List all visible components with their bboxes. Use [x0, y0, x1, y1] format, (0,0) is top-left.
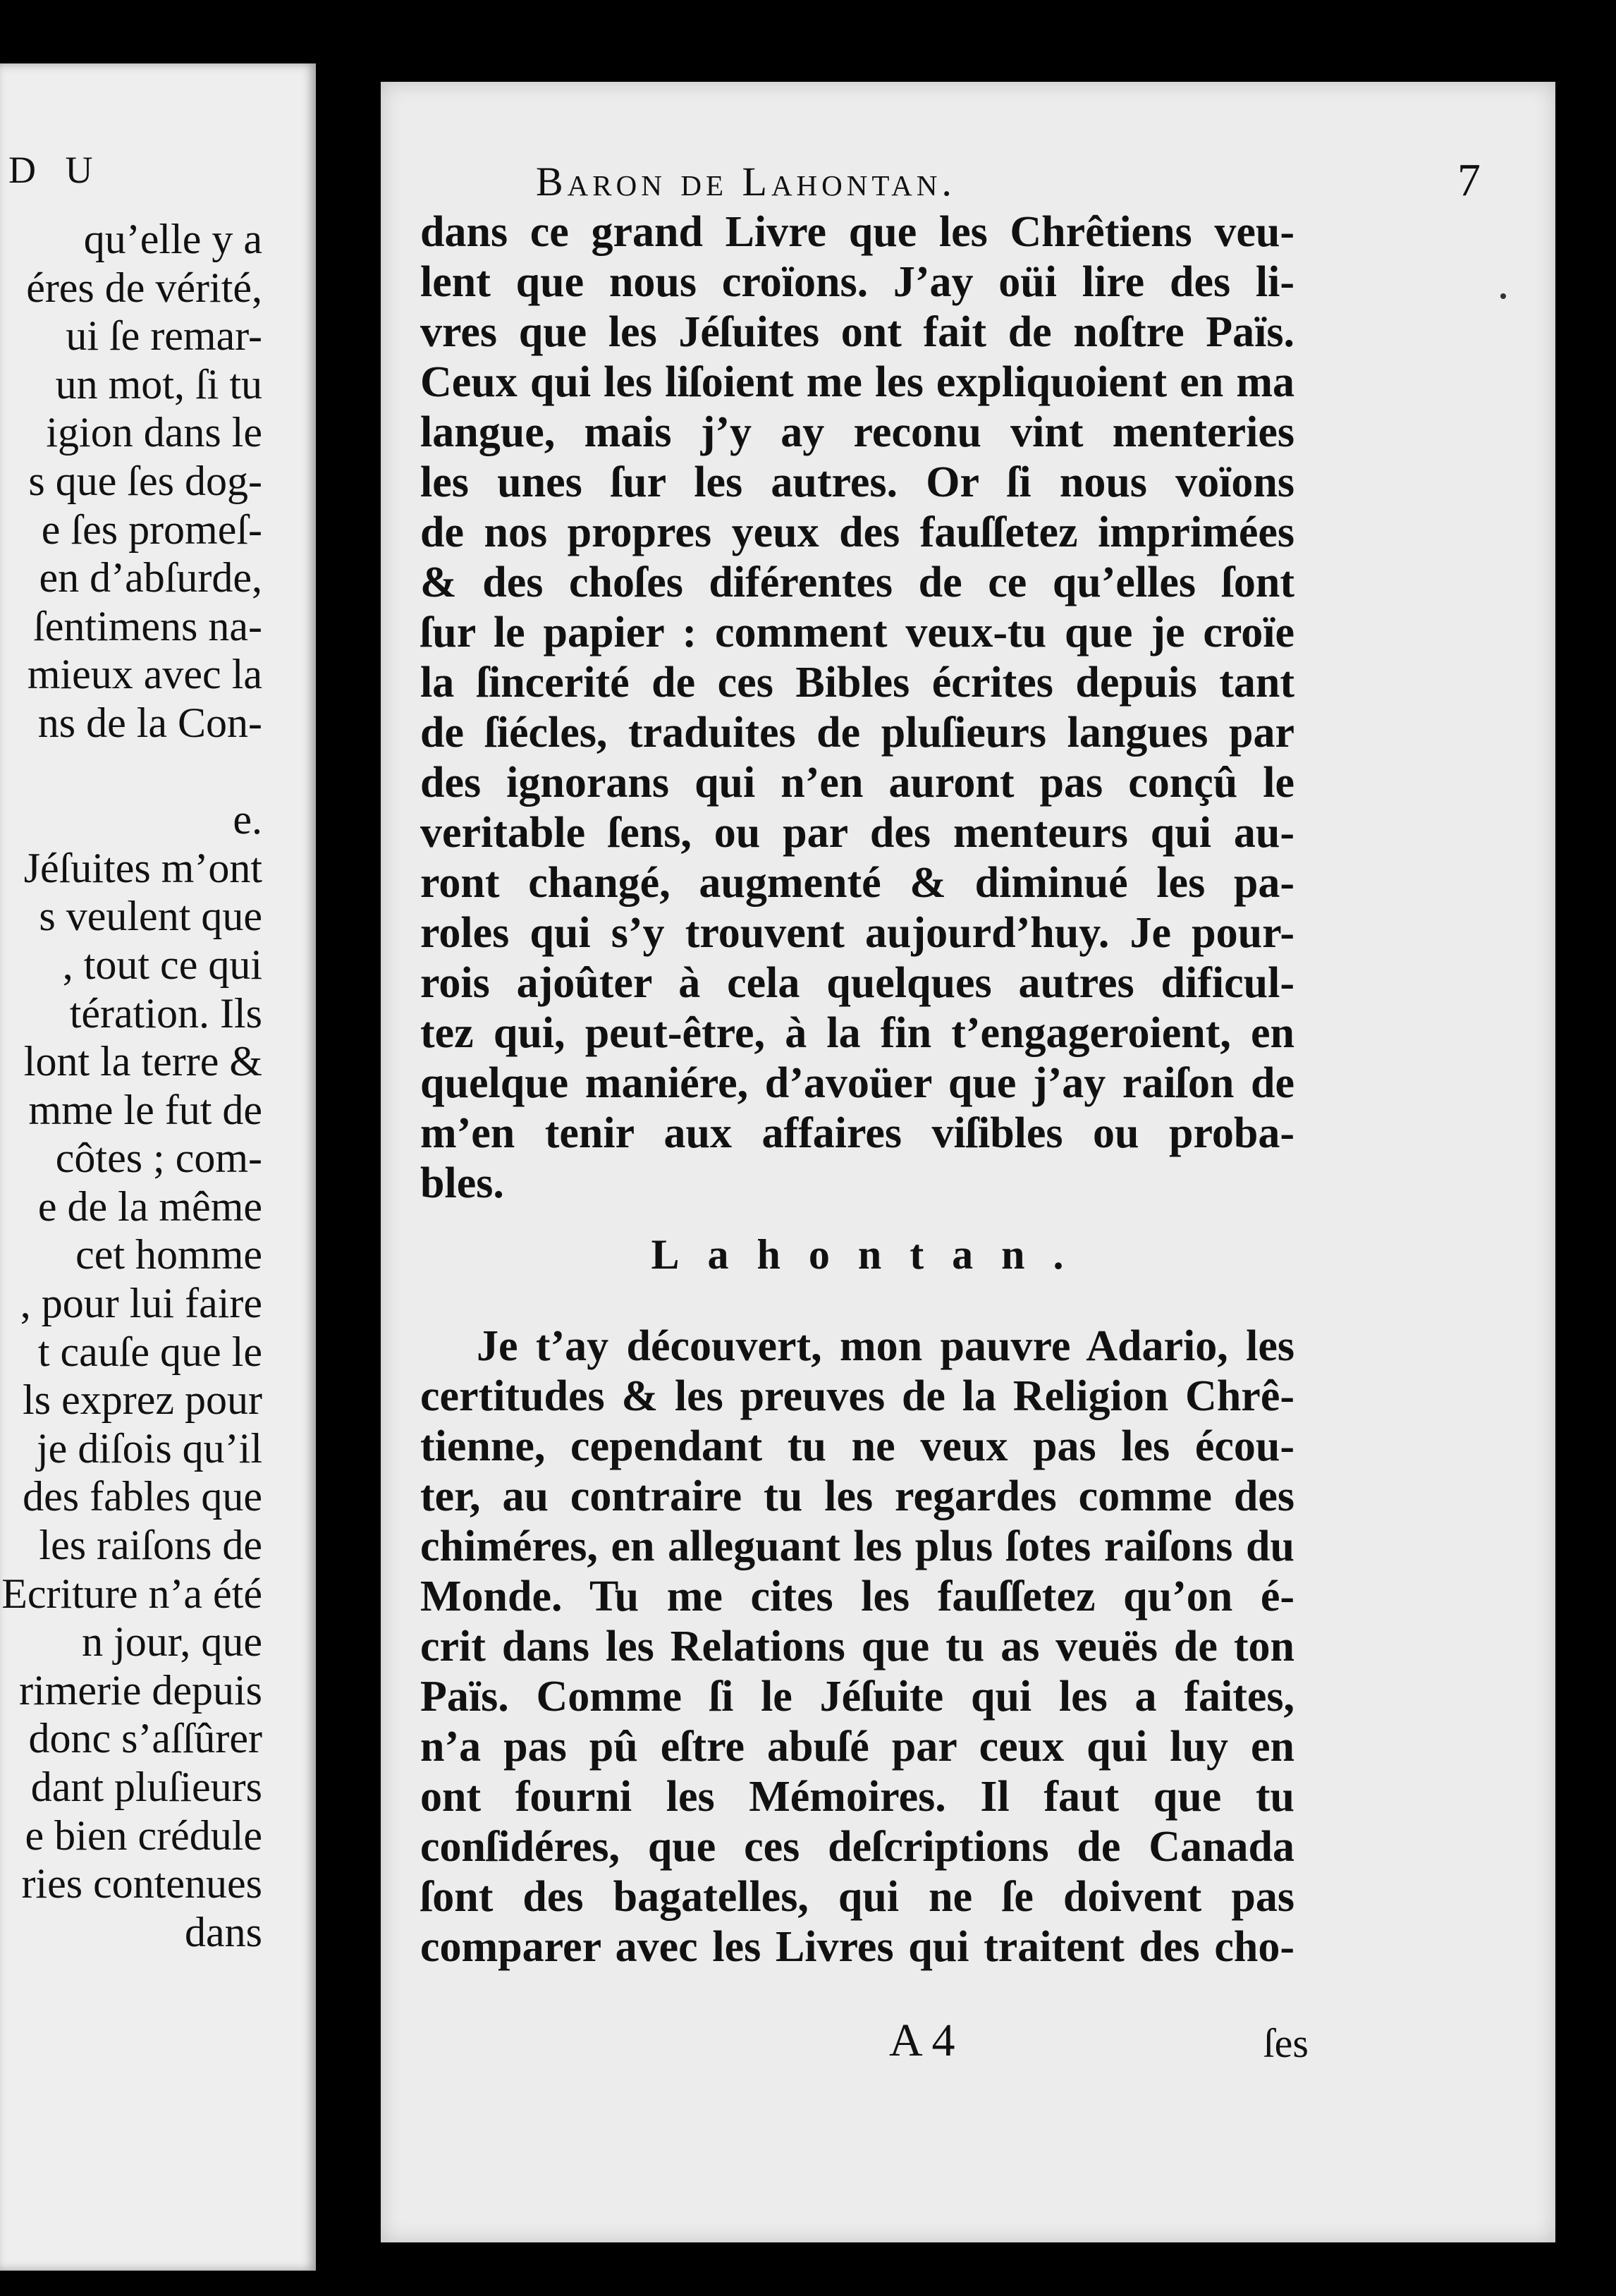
left-text-line: ries contenues	[21, 1860, 262, 1907]
text-line: les unes ſur les autres. Or ſi nous voïons	[420, 458, 1294, 506]
text-line: roles qui s’y trouvent aujourd’huy. Je pour-	[420, 909, 1294, 957]
text-line: ter, au contraire tu les regardes comme des	[420, 1472, 1294, 1520]
left-text-line: s veulent que	[39, 893, 262, 940]
left-text-line: t cauſe que le	[37, 1328, 262, 1375]
paragraph-adario	[420, 207, 1294, 1209]
left-text-line: e de la même	[37, 1183, 262, 1230]
text-line: des ignorans qui n’en auront pas conçû le	[420, 759, 1294, 807]
text-line: Monde. Tu me cites les fauſſetez qu’on é-	[420, 1573, 1294, 1620]
left-text-line: e ſes promeſ-	[41, 506, 262, 553]
text-line: tienne, cependant tu ne veux pas les écou-	[420, 1422, 1294, 1470]
text-line: lent que nous croïons. J’ay oüi lire des li-	[420, 258, 1294, 306]
left-text-line: les raiſons de	[39, 1522, 262, 1569]
text-line: bles.	[420, 1159, 504, 1207]
left-text-line: mme le fut de	[28, 1086, 262, 1133]
left-text-line: cet homme	[75, 1231, 262, 1278]
text-line: ſur le papier : comment veux-tu que je croïe	[420, 609, 1294, 657]
page-header	[536, 154, 1481, 214]
catchword: ſes	[1263, 2020, 1309, 2066]
speaker-heading: Lahontan.	[651, 1231, 1092, 1278]
left-text-line: ns de la Con-	[37, 699, 262, 746]
left-text-line: e bien crédule	[25, 1812, 262, 1859]
left-text-line: , pour lui faire	[20, 1280, 262, 1327]
left-text-line: je diſois qu’il	[37, 1424, 262, 1472]
ink-speck	[1500, 293, 1506, 299]
text-line: Je t’ay découvert, mon pauvre Adario, les	[477, 1322, 1294, 1370]
left-running-head: D U	[8, 149, 103, 191]
left-text-line: dans	[185, 1908, 262, 1955]
left-text-line: e.	[233, 796, 262, 843]
text-line: de nos propres yeux des fauſſetez imprimées	[420, 508, 1294, 556]
left-text-line: qu’elle y a	[83, 216, 262, 262]
text-line: rois ajoûter à cela quelques autres dificul-	[420, 959, 1294, 1007]
text-line: ſont des bagatelles, qui ne ſe doivent pas	[420, 1873, 1294, 1921]
left-page-text	[1, 215, 262, 1956]
text-line: conſidéres, que ces deſcriptions de Canada	[420, 1823, 1294, 1871]
left-text-line: Ecriture n’a été	[1, 1570, 262, 1617]
text-line: Ceux qui les liſoient me les expliquoient en ma	[420, 358, 1294, 406]
signature-mark: A 4	[889, 2015, 955, 2066]
left-text-line: n jour, que	[82, 1618, 262, 1666]
text-line: la ſincerité de ces Bibles écrites depuis tant	[420, 659, 1294, 707]
left-text-line	[1, 747, 262, 796]
left-text-line: dant pluſieurs	[30, 1764, 262, 1810]
left-text-line: tération. Ils	[69, 989, 262, 1037]
text-line: quelque maniére, d’avoüer que j’ay raiſon de	[420, 1059, 1294, 1107]
text-line: crit dans les Relations que tu as veuës de ton	[420, 1623, 1294, 1671]
left-text-line: des fables que	[23, 1473, 262, 1520]
previous-page-fragment	[0, 63, 316, 2271]
left-text-line: côtes ; com-	[55, 1135, 262, 1182]
left-text-line: , tout ce qui	[62, 941, 262, 988]
text-line: tez qui, peut-être, à la fin t’engageroient, en	[420, 1009, 1294, 1057]
text-line: ont fourni les Mémoires. Il faut que tu	[420, 1773, 1294, 1821]
text-line: de ſiécles, traduites de pluſieurs langues par	[420, 709, 1294, 757]
left-text-line: un mot, ſi tu	[55, 360, 262, 408]
text-line: & des choſes diférentes de ce qu’elles ſont	[420, 558, 1294, 606]
page-footer	[420, 2014, 1506, 2070]
text-line: veritable ſens, ou par des menteurs qui au-	[420, 809, 1294, 857]
left-text-line: igion dans le	[46, 409, 262, 456]
left-text-line: ui ſe remar-	[66, 312, 262, 360]
text-line: m’en tenir aux affaires viſibles ou proba-	[420, 1109, 1294, 1157]
text-line: langue, mais j’y ay reconu vint menteries	[420, 408, 1294, 456]
left-text-line: rimerie depuis	[19, 1666, 262, 1714]
page-number: 7	[1457, 154, 1481, 206]
left-text-line: éres de vérité,	[26, 264, 262, 311]
running-head: Baron de Lahontan.	[536, 159, 956, 204]
text-line: comparer avec les Livres qui traitent des cho-	[420, 1923, 1294, 1971]
text-line: Païs. Comme ſi le Jéſuite qui les a faites,	[420, 1673, 1294, 1721]
page-body	[420, 207, 1294, 1972]
text-line: chiméres, en alleguant les plus ſotes raiſons du	[420, 1522, 1294, 1570]
left-text-line: en d’abſurde,	[39, 554, 262, 602]
left-text-line: ls exprez pour	[23, 1376, 262, 1424]
text-line: dans ce grand Livre que les Chrêtiens veu-	[420, 208, 1294, 256]
text-line: n’a pas pû eſtre abuſé par ceux qui luy en	[420, 1723, 1294, 1771]
paragraph-lahontan	[420, 1321, 1294, 1972]
left-text-line: Jéſuites m’ont	[23, 844, 262, 891]
left-text-line: mieux avec la	[27, 651, 262, 698]
text-line: certitudes & les preuves de la Religion Chrê-	[420, 1372, 1294, 1420]
text-line: ront changé, augmenté & diminué les pa-	[420, 859, 1294, 907]
left-text-line: ſentimens na-	[33, 602, 262, 649]
left-text-line: s que ſes dog-	[28, 457, 262, 504]
left-text-line: donc s’aſſûrer	[28, 1715, 262, 1762]
left-text-line: lont la terre &	[23, 1038, 262, 1085]
main-page	[381, 82, 1555, 2242]
text-line: vres que les Jéſuites ont fait de noſtre Païs.	[420, 308, 1294, 356]
